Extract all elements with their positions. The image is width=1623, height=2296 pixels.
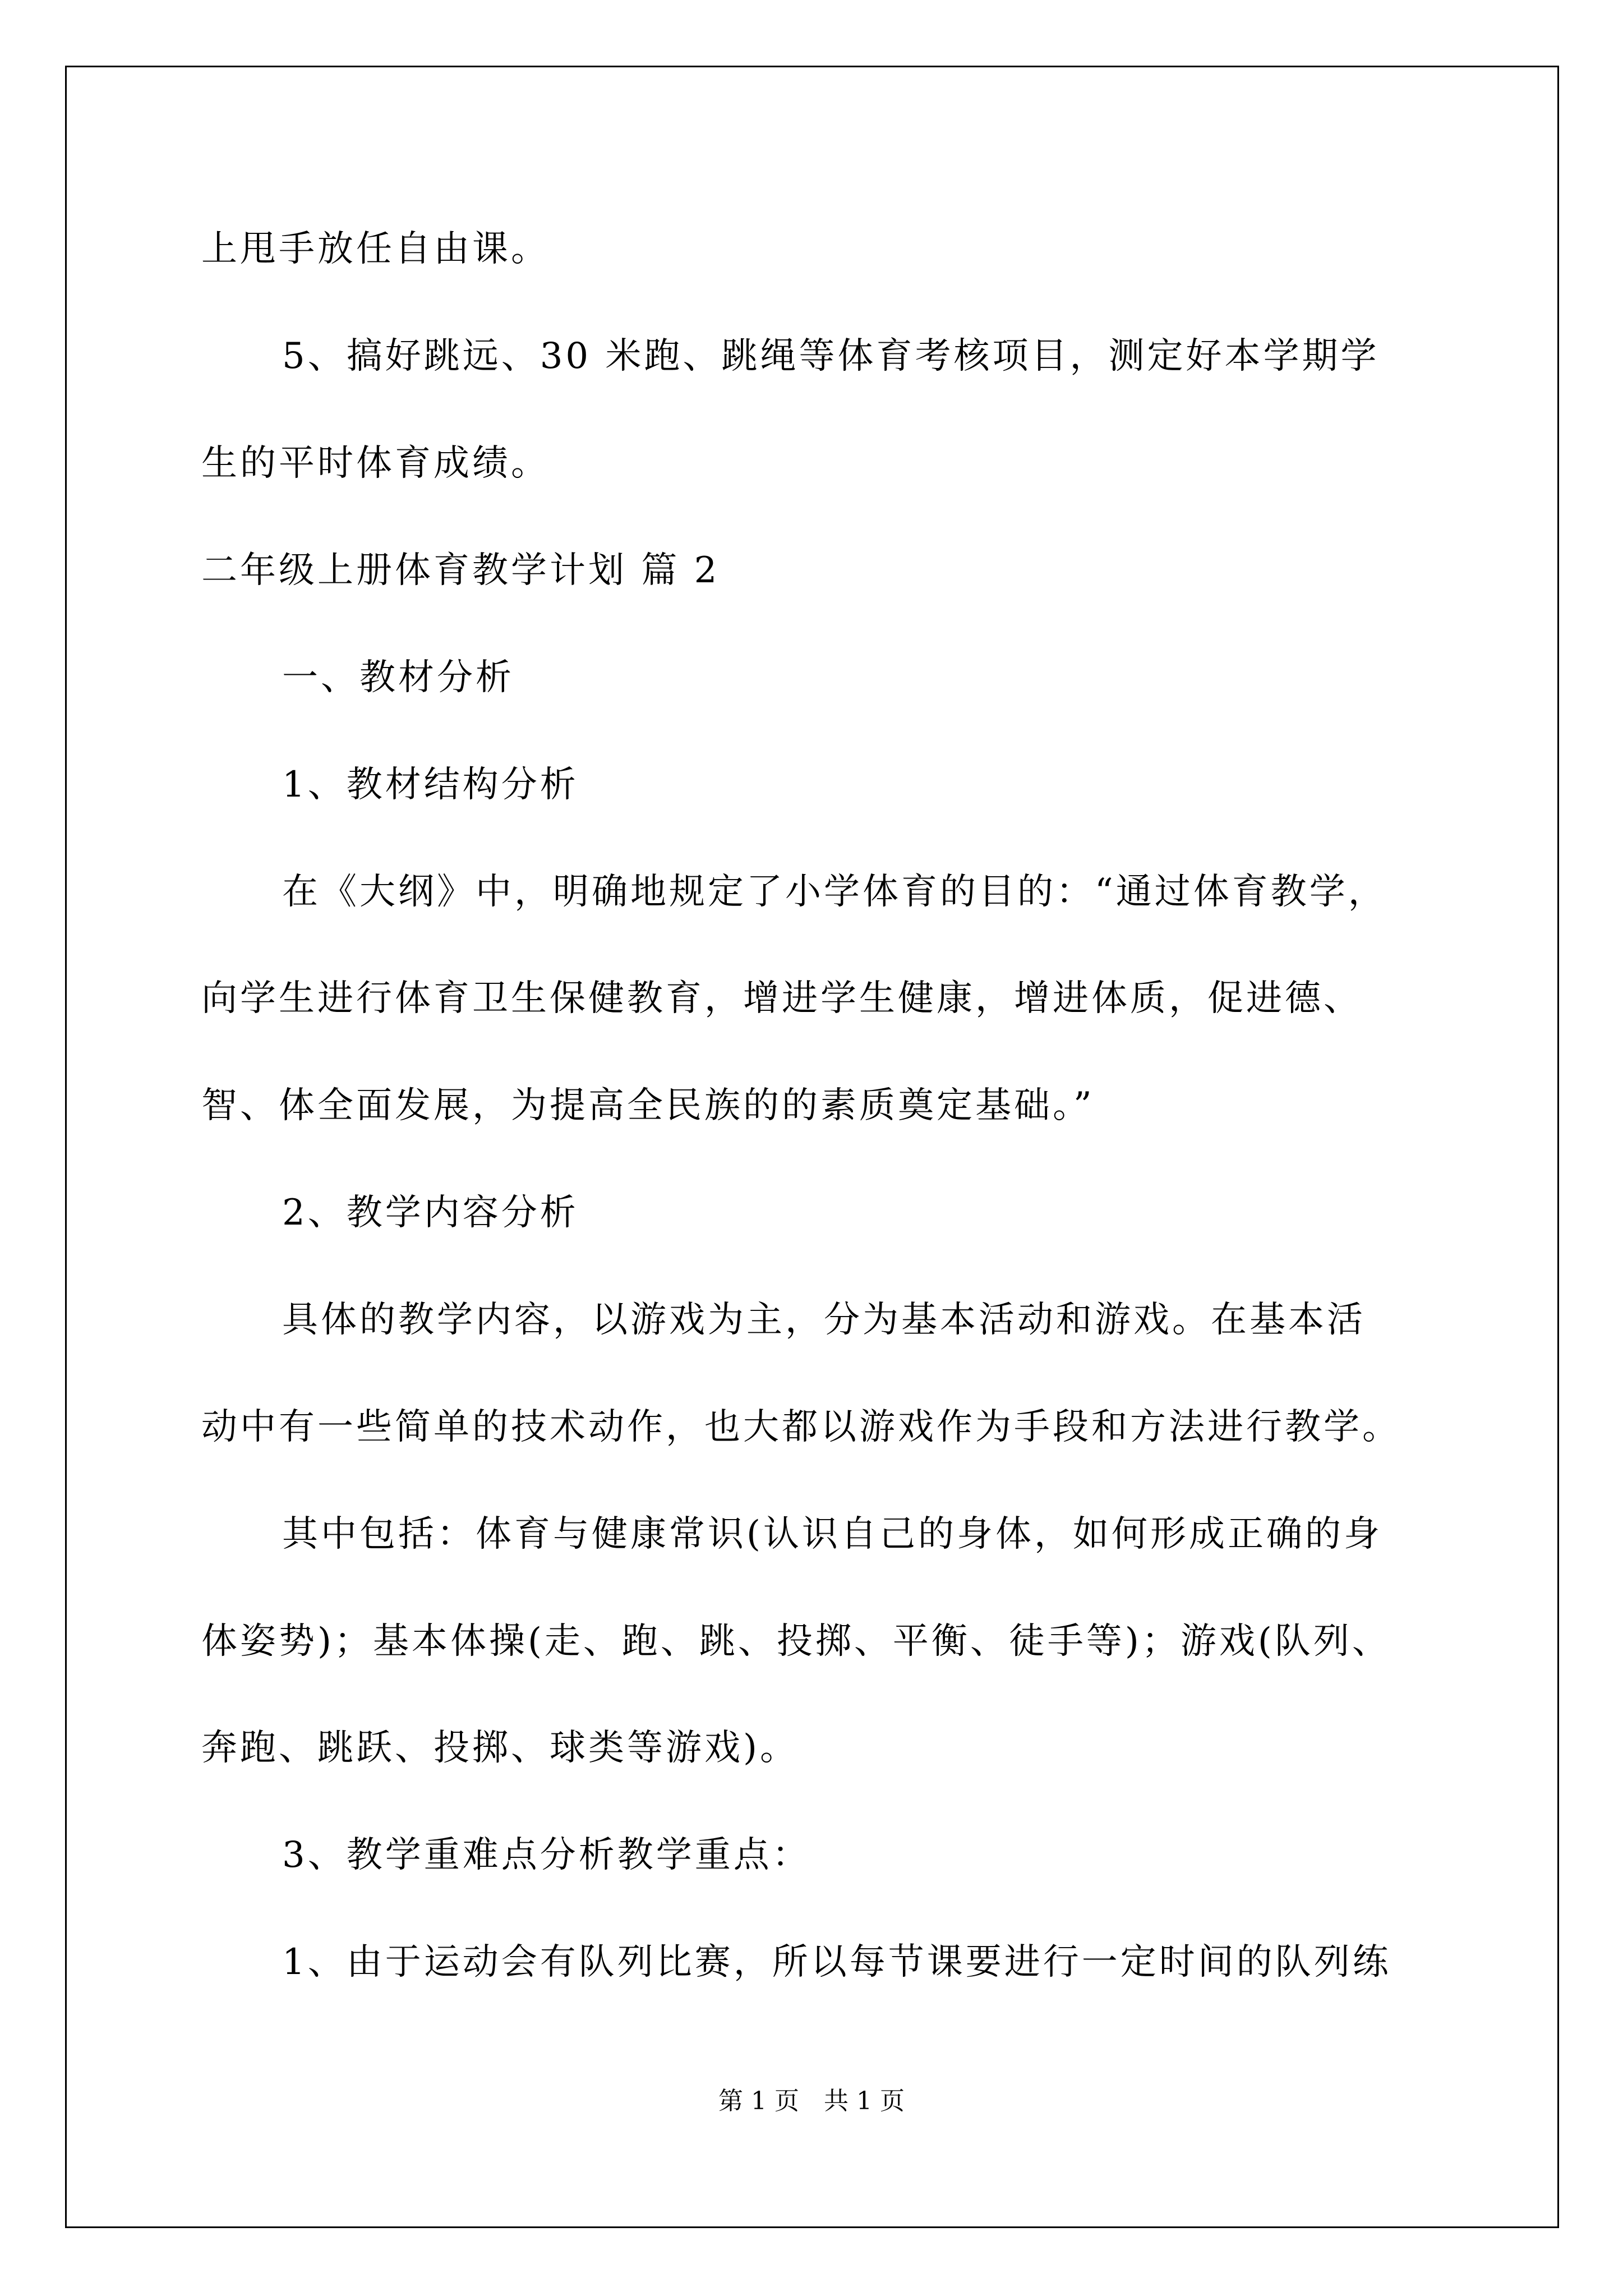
text-line: 1、由于运动会有队列比赛，所以每节课要进行一定时间的队列练 [282,1941,1391,1983]
text-line: 生的平时体育成绩。 [201,443,550,484]
text-line: 5、搞好跳远、30 米跑、跳绳等体育考核项目，测定好本学期学 [282,335,1380,377]
text-line: 其中包括：体育与健康常识(认识自己的身体，如何形成正确的身 [282,1513,1382,1555]
section-heading: 二年级上册体育教学计划 篇 2 [201,550,720,591]
subsection-heading: 3、教学重难点分析教学重点： [282,1834,811,1876]
page-footer: 第 1 页 共 1 页 [718,2087,905,2115]
subsection-heading: 一、教材分析 [282,657,514,698]
text-line: 动中有一些简单的技术动作，也大都以游戏作为手段和方法进行教学。 [201,1406,1401,1448]
text-line: 体姿势)；基本体操(走、跑、跳、投掷、平衡、徒手等)；游戏(队列、 [201,1621,1391,1662]
text-line: 具体的教学内容，以游戏为主，分为基本活动和游戏。在基本活 [282,1299,1366,1341]
text-line: 在《大纲》中，明确地规定了小学体育的目的：“通过体育教学， [282,871,1387,913]
subsection-heading: 2、教学内容分析 [282,1192,579,1234]
page-border [65,66,1559,2228]
subsection-heading: 1、教材结构分析 [282,764,579,806]
text-line: 上甩手放任自由课。 [201,228,550,270]
text-line: 向学生进行体育卫生保健教育，增进学生健康，增进体质，促进德、 [201,978,1362,1019]
text-line: 奔跑、跳跃、投掷、球类等游戏)。 [201,1727,799,1769]
text-line: 智、体全面发展，为提高全民族的的素质奠定基础。” [201,1085,1095,1126]
